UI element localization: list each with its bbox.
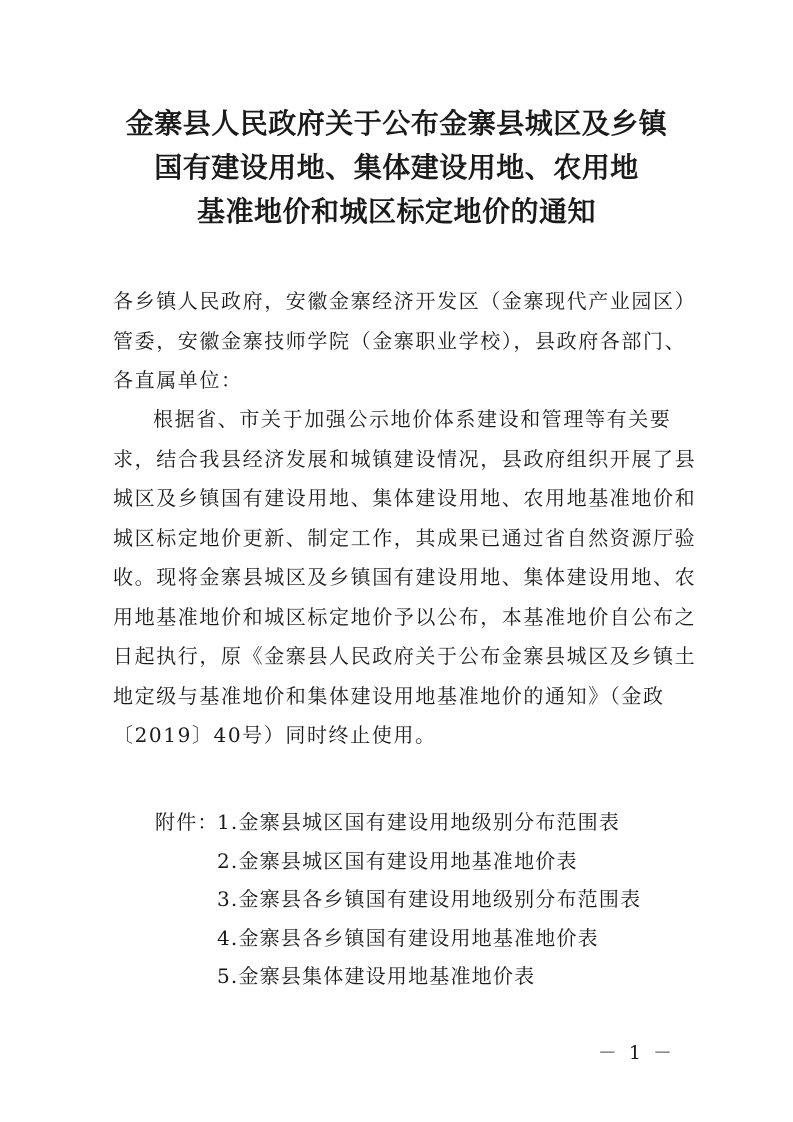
attachment-item <box>155 880 641 919</box>
attachment-title: 5.金寨县集体建设用地基准地价表 <box>217 964 536 988</box>
attachments-list <box>155 803 641 996</box>
salutation-line: 各乡镇人民政府，安徽金寨经济开发区（金寨现代产业园区） <box>113 289 697 313</box>
attachment-item <box>155 919 641 958</box>
attachments-label: 附件： <box>155 810 219 834</box>
body-line: 日起执行，原《金寨县人民政府关于公布金寨县城区及乡镇土 <box>113 644 697 668</box>
document-title <box>60 102 733 234</box>
body-line: 根据省、市关于加强公示地价体系建设和管理等有关要 <box>153 407 672 431</box>
attachment-title: 1.金寨县城区国有建设用地级别分布范围表 <box>217 810 621 834</box>
title-line: 金寨县人民政府关于公布金寨县城区及乡镇 <box>125 107 668 140</box>
body-paragraph <box>113 400 697 756</box>
attachment-title: 3.金寨县各乡镇国有建设用地级别分布范围表 <box>217 887 642 911</box>
attachment-item <box>155 957 641 996</box>
body-line: 用地基准地价和城区标定地价予以公布，本基准地价自公布之 <box>113 604 697 629</box>
body-line: 〔2019〕40号）同时终止使用。 <box>113 723 437 747</box>
salutation <box>113 282 697 401</box>
attachment-title: 4.金寨县各乡镇国有建设用地基准地价表 <box>217 925 599 950</box>
body-line: 收。现将金寨县城区及乡镇国有建设用地、集体建设用地、农 <box>113 565 697 589</box>
body-line: 求，结合我县经济发展和城镇建设情况，县政府组织开展了县 <box>113 446 697 471</box>
page-number: － 1 － <box>597 1042 675 1064</box>
attachment-item <box>155 842 641 881</box>
body-line: 地定级与基准地价和集体建设用地基准地价的通知》（金政 <box>113 683 665 708</box>
salutation-line: 管委，安徽金寨技师学院（金寨职业学校），县政府各部门、 <box>113 328 687 353</box>
body-line: 城区及乡镇国有建设用地、集体建设用地、农用地基准地价和 <box>113 486 697 510</box>
attachment-item <box>155 803 641 842</box>
title-line: 基准地价和城区标定地价的通知 <box>196 195 596 228</box>
attachment-title: 2.金寨县城区国有建设用地基准地价表 <box>217 848 578 873</box>
salutation-line: 各直属单位： <box>113 368 243 392</box>
body-line: 城区标定地价更新、制定工作，其成果已通过省自然资源厅验 <box>113 525 697 550</box>
title-line: 国有建设用地、集体建设用地、农用地 <box>154 151 639 184</box>
